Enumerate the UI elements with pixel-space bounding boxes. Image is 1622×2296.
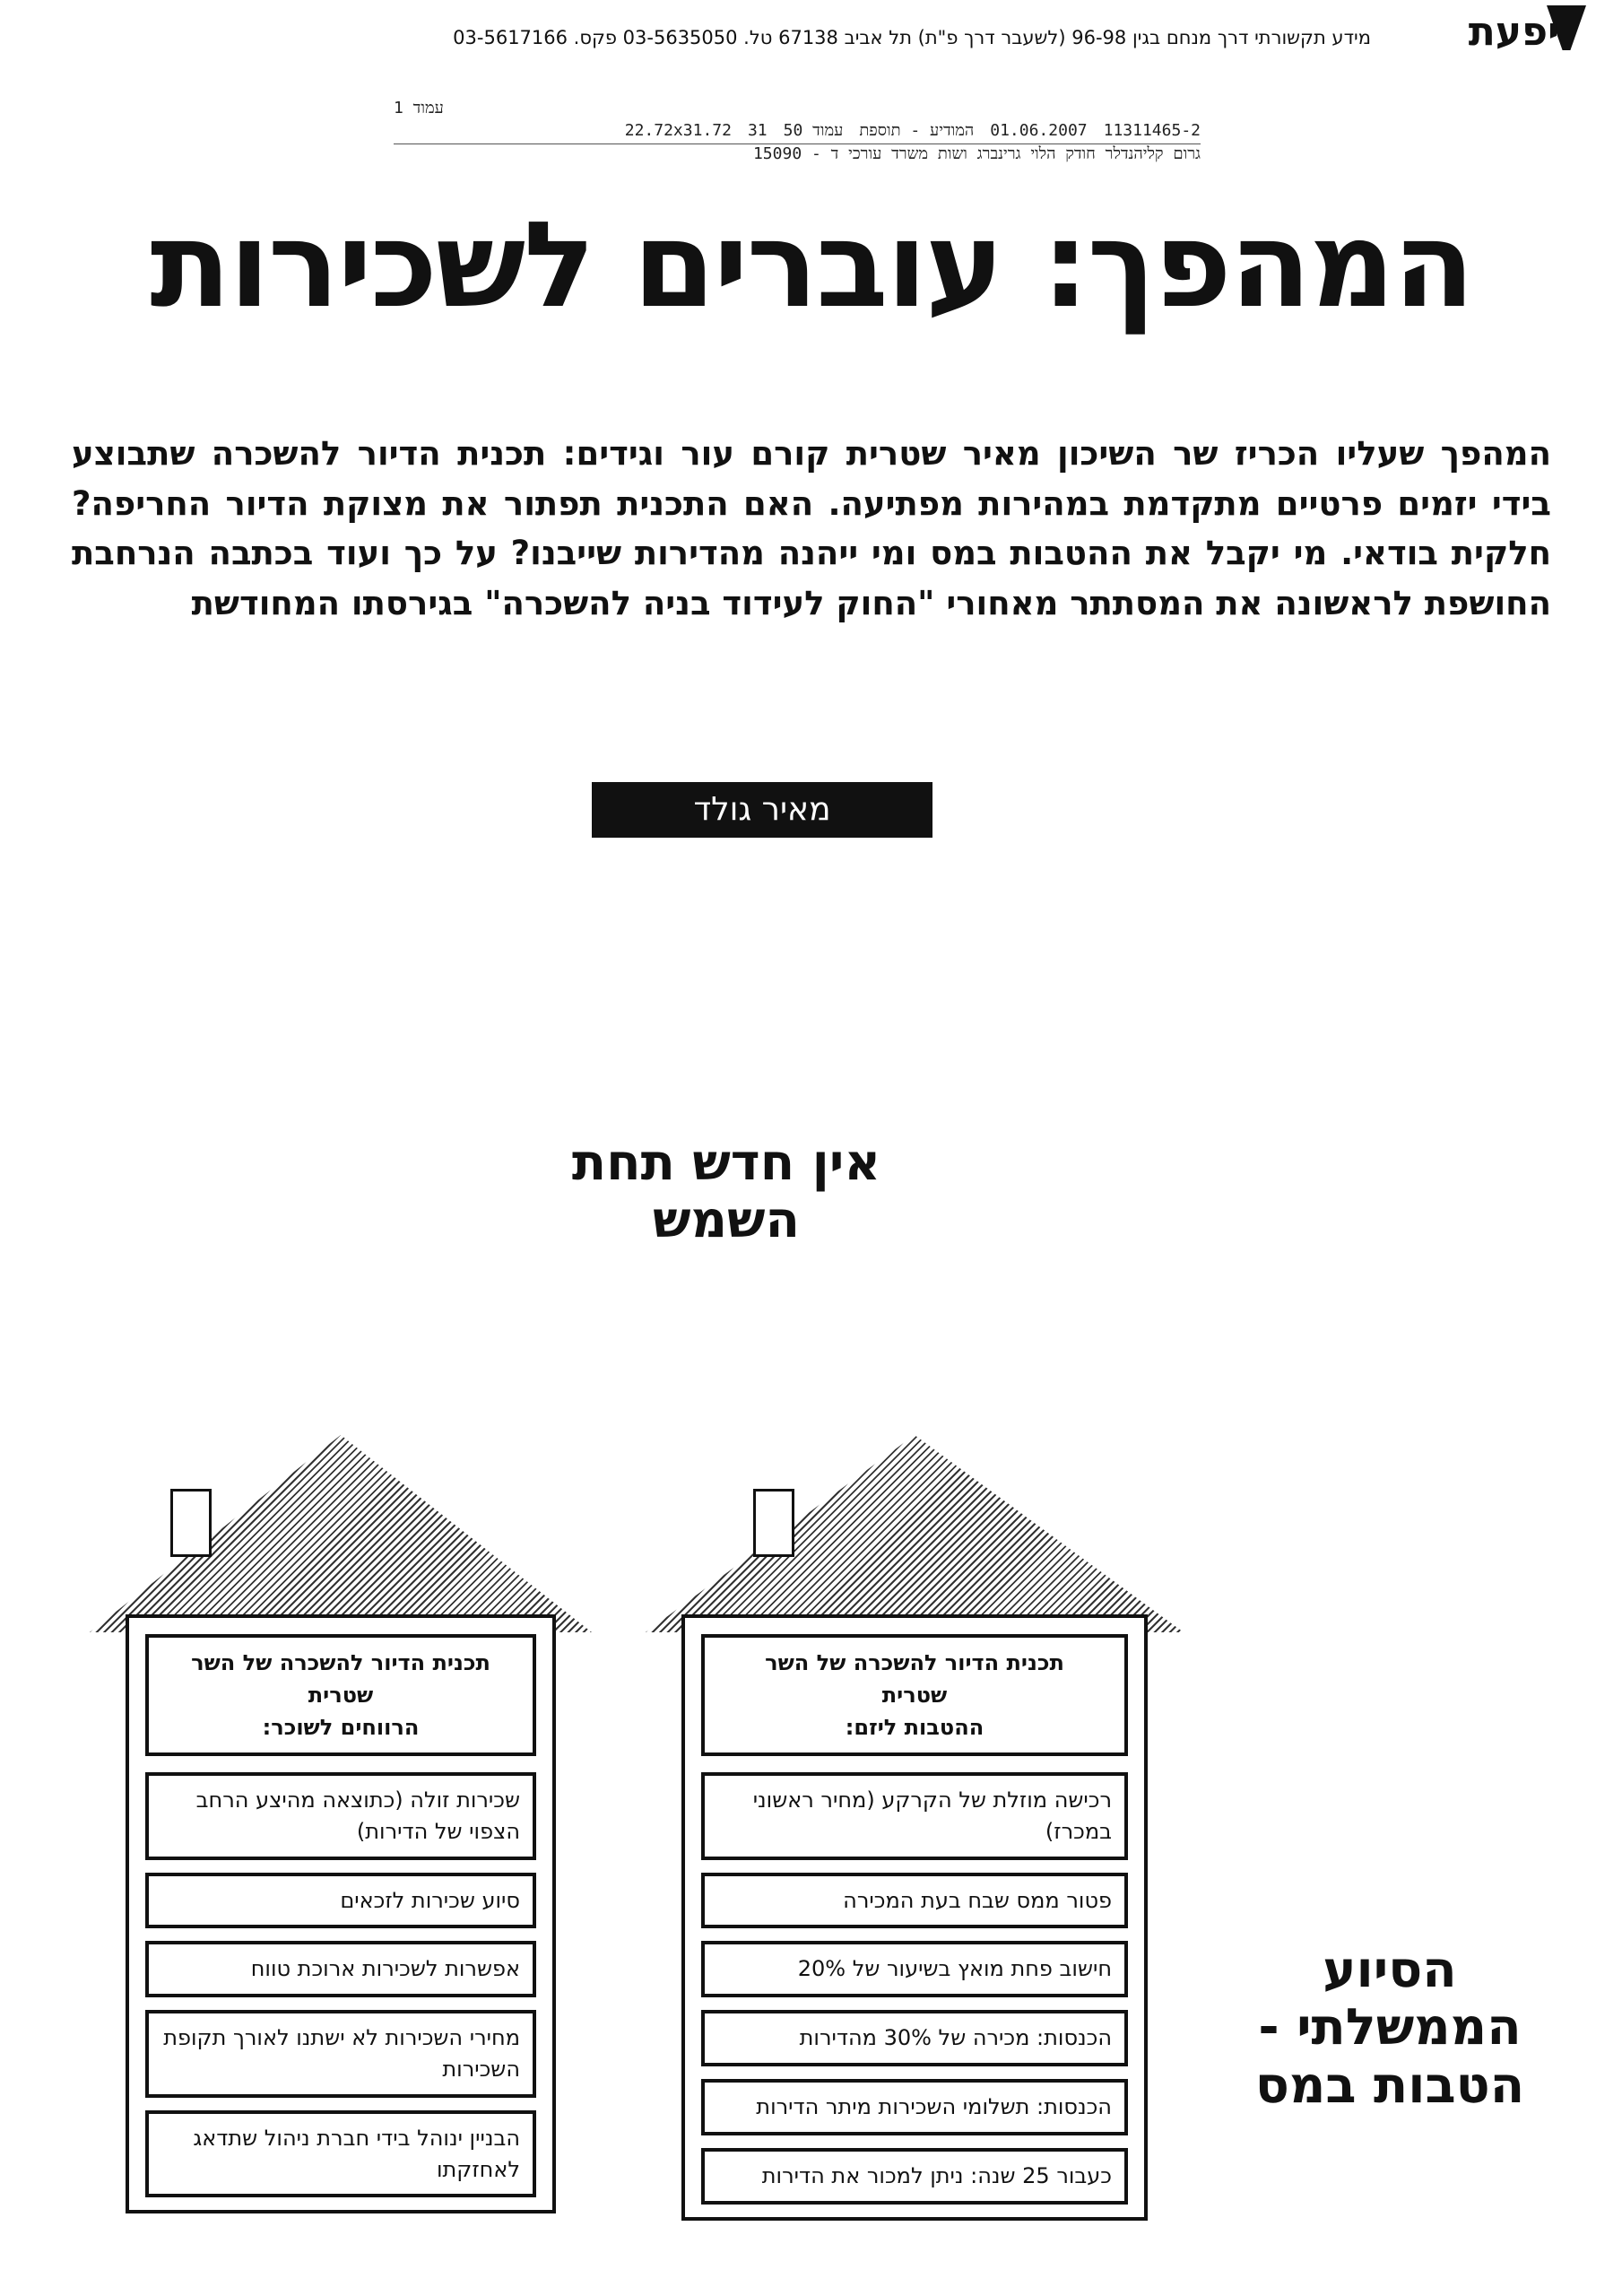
meta-page-no: עמוד 50 [783, 121, 844, 140]
subheading-2: הסיוע הממשלתי - הטבות במס [1254, 1941, 1525, 2115]
box-right-row: הכנסות: תשלומי השכירות מיתר הדירות [701, 2079, 1128, 2135]
box-left-body [126, 1614, 556, 2213]
logo: יפעת [1468, 9, 1559, 55]
box-left-head: תכנית הדיור להשכרה של השר שטרית הרווחים לשוכר: [145, 1634, 536, 1756]
box-left-row: הבניין ינוהל בידי חברת ניהול שתדאג לאחזקתו [145, 2110, 536, 2198]
masthead [0, 0, 1622, 72]
clipping-meta [394, 99, 1201, 163]
box-left-row: מחירי השכירות לא ישתנו לאורך תקופת השכירות [145, 2010, 536, 2098]
meta-date: 01.06.2007 [990, 121, 1088, 140]
meta-num: 31 [747, 121, 768, 140]
box-right-row: הכנסות: מכירה של 30% מהדירות [701, 2010, 1128, 2066]
contact-line: מידע תקשורתי דרך מנחם בגין 96-98 (לשעבר דרך פ"ת) תל אביב 67138 טל. 03-5635050 פקס. 03-5617166 [453, 27, 1371, 48]
lead-paragraph: המהפך שעליו הכריז שר השיכון מאיר שטרית קורם עור וגידים: תכנית הדיור להשכרה שתבוצע בידי יזמים פרטיים מתקדמת במהירות מפתיעה. האם התכנית תפתור את מצוקת הדיור החריפה? חלקית בודאי. מי יקבל את ההטבות במס ומי ייהנה מהדירות שייבנו? על כך ועוד בכתבה הנרחבת החושפת לראשונה את המסתתר מאחורי "החוק לעידוד בניה להשכרה" בגירסתו המחודשת [72, 434, 1551, 622]
meta-id: 11311465-2 [1103, 121, 1201, 140]
chimney [170, 1489, 212, 1557]
box-right-body [681, 1614, 1148, 2221]
box-left-row: אפשרות לשכירות ארוכת טווח [145, 1941, 536, 1997]
roof [646, 1435, 1184, 1632]
house-box-left [90, 1435, 592, 2182]
meta-source: גרום קליהנדלר חודק הלוי גרינברג ושות משרד עורכי ד - 15090 [752, 144, 1201, 163]
byline: מאיר גולד [592, 782, 932, 838]
headline: המהפך: עוברים לשכירות [150, 196, 1473, 335]
box-right-head: תכנית הדיור להשכרה של השר שטרית ההטבות ליזם: [701, 1634, 1128, 1756]
roof [90, 1435, 592, 1632]
page-label: עמוד 1 [394, 99, 444, 117]
meta-size: 22.72x31.72 [624, 121, 732, 140]
box-left-row: סיוע שכירות לזכאים [145, 1873, 536, 1929]
box-right-row: חישוב פחת מואץ בשיעור של 20% [701, 1941, 1128, 1997]
box-right-row: כעבור 25 שנה: ניתן למכור את הדירות [701, 2148, 1128, 2205]
box-right-row: פטור ממס שבח בעת המכירה [701, 1873, 1128, 1929]
box-left-row: שכירות זולה (כתוצאה מהיצע הרחב הצפוי של הדירות) [145, 1772, 536, 1860]
chimney [753, 1489, 794, 1557]
box-right-row: רכישה מוזלת של הקרקע (מחיר ראשוני במכרז) [701, 1772, 1128, 1860]
house-box-right [646, 1435, 1184, 2242]
subheading-1: אין חדש תחת השמש [571, 1134, 881, 1250]
meta-supplement: המודיע - תוספת [859, 121, 975, 140]
